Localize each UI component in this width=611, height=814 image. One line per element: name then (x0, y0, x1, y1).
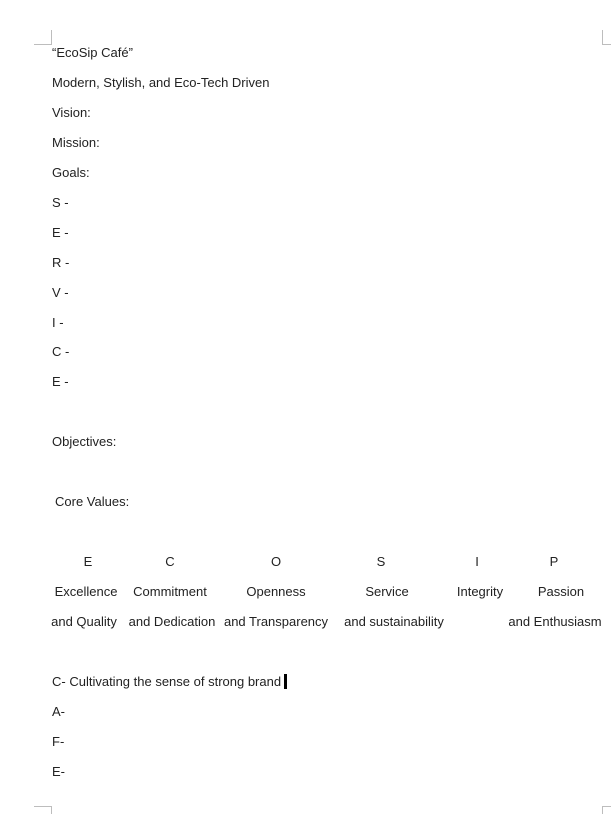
corner-mark-top-right (602, 30, 603, 45)
core-value-letter: O (270, 554, 282, 569)
acrostic-line-v: V - (52, 285, 69, 300)
corner-mark-top-left-h (34, 44, 52, 45)
core-value-detail: and Quality (51, 614, 117, 629)
core-value-detail: and Dedication (128, 614, 216, 629)
corner-mark-top-right-h (602, 44, 611, 45)
core-value-word: Excellence (54, 584, 118, 599)
corner-mark-bottom-left (51, 806, 52, 814)
core-values-label: Core Values: (55, 494, 130, 509)
vision-label: Vision: (52, 105, 91, 120)
tagline: Modern, Stylish, and Eco-Tech Driven (52, 75, 270, 90)
core-value-letter: S (376, 554, 386, 569)
objectives-label: Objectives: (52, 434, 117, 449)
document-title: “EcoSip Café” (52, 45, 133, 60)
acrostic-line-e: E - (52, 225, 69, 240)
cafe-acrostic-a: A- (52, 704, 65, 719)
core-value-detail: and Enthusiasm (508, 614, 602, 629)
text-cursor (284, 674, 287, 689)
acrostic-line-r: R - (52, 255, 70, 270)
core-value-letter: P (549, 554, 559, 569)
core-value-word: Commitment (133, 584, 207, 599)
core-value-word: Service (365, 584, 409, 599)
acrostic-line-e2: E - (52, 374, 69, 389)
corner-mark-bottom-left-h (34, 806, 52, 807)
mission-label: Mission: (52, 135, 100, 150)
core-value-word: Passion (537, 584, 585, 599)
corner-mark-top-left (51, 30, 52, 45)
core-value-letter: E (83, 554, 93, 569)
acrostic-line-c: C - (52, 344, 70, 359)
corner-mark-bottom-right-h (602, 806, 611, 807)
cafe-acrostic-f: F- (52, 734, 65, 749)
core-value-letter: I (475, 554, 479, 569)
core-value-letter: C (165, 554, 175, 569)
cafe-acrostic-c (52, 674, 287, 690)
acrostic-line-s: S - (52, 195, 69, 210)
goals-label: Goals: (52, 165, 90, 180)
core-value-word: Openness (246, 584, 306, 599)
acrostic-line-i: I - (52, 315, 64, 330)
corner-mark-bottom-right (602, 806, 603, 814)
cafe-acrostic-c-text: C- Cultivating the sense of strong brand (52, 674, 282, 689)
core-value-word: Integrity (456, 584, 504, 599)
core-value-detail: and sustainability (344, 614, 444, 629)
cafe-acrostic-e: E- (52, 764, 65, 779)
core-value-detail: and Transparency (223, 614, 329, 629)
